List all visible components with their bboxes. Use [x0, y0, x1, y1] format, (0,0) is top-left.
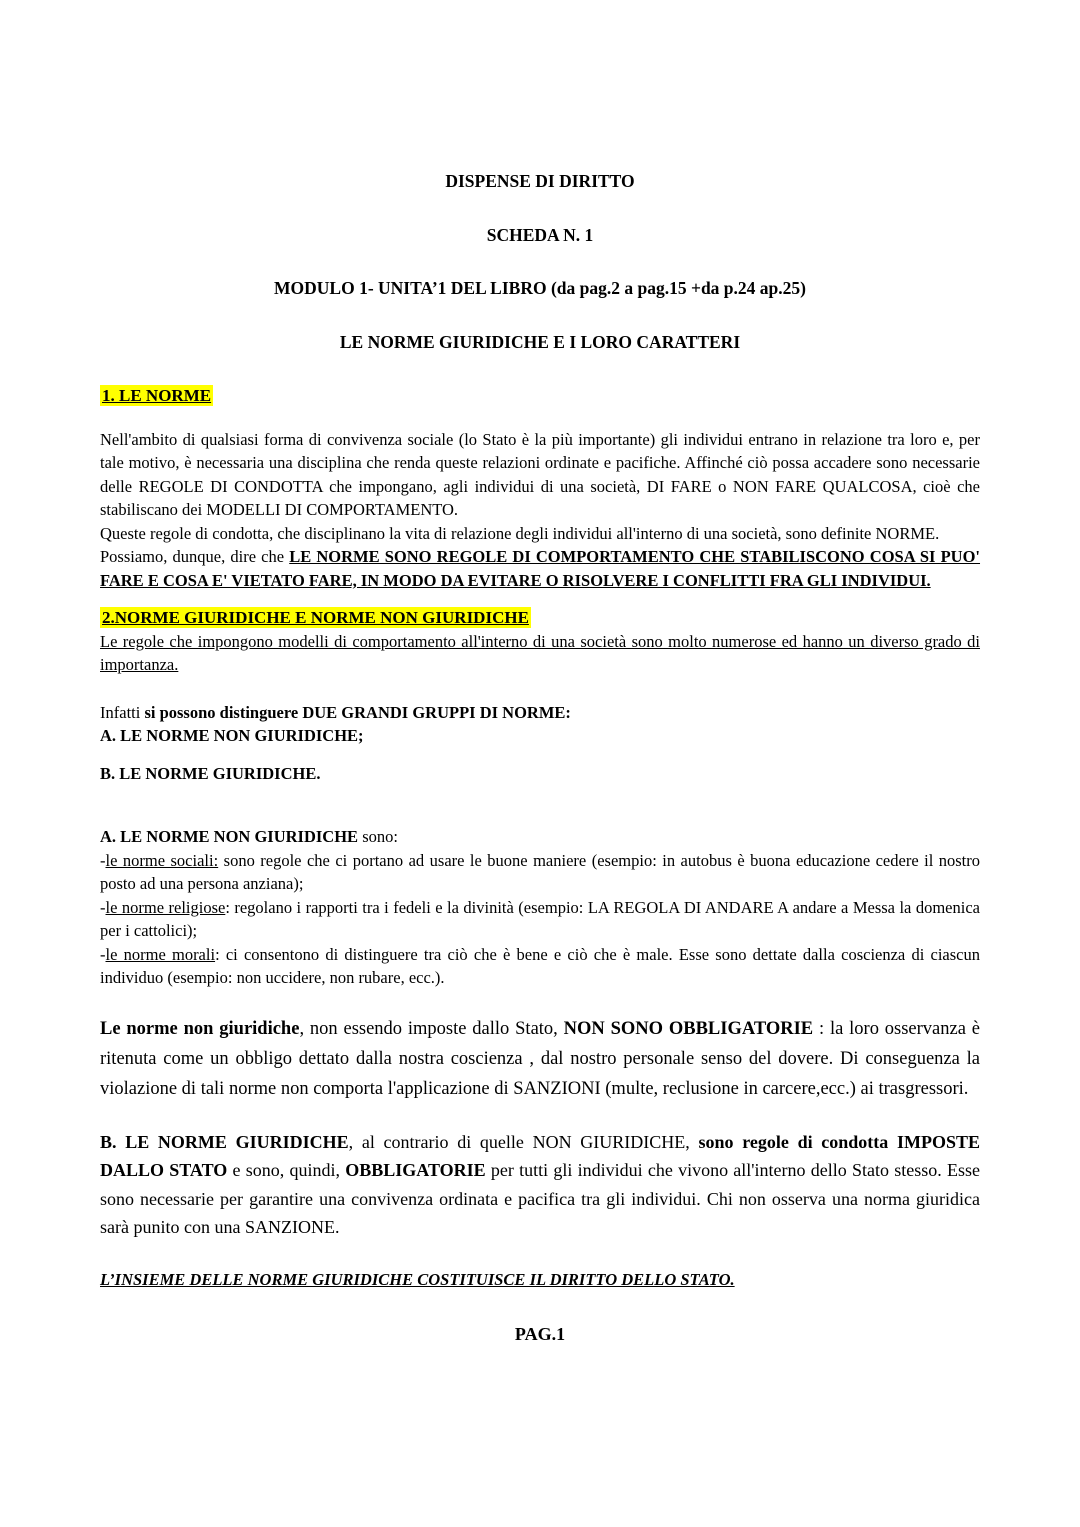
paragraph-convivenza-sociale-text: Nell'ambito di qualsiasi forma di convivenza sociale (lo Stato è la più importante) gli individui entrano in relazione tra loro e, per tale motivo, è necessaria una disciplina che renda queste relazioni ordinate e pacifiche. Affinché ciò possa accadere sono necessarie delle REGOLE DI CONDOTTA che impongano, agli individui di una società, DI FARE o NON FARE QUALCOSA, cioè che stabiliscano dei MODELLI DI COMPORTAMENTO. [100, 429, 980, 519]
norme-sociali-label: le norme sociali: [105, 850, 219, 870]
norme-religiose-label: le norme religiose [105, 897, 226, 917]
document-title: DISPENSE DI DIRITTO [445, 171, 635, 191]
norme-giuridiche-text-1: , al contrario di quelle NON GIURIDICHE, [348, 1131, 699, 1152]
paragraph-regole-numerose-text: Le regole che impongono modelli di comportamento all'interno di una società sono molto numerose ed hanno un diverso grado di importanza. [100, 631, 980, 674]
due-gruppi-intro: Infatti [100, 702, 145, 722]
document-topic-line: LE NORME GIURIDICHE E I LORO CARATTERI [339, 331, 741, 352]
norme-non-giuridiche-heading-rest: sono: [358, 827, 398, 846]
list-item-norme-religiose [100, 896, 980, 943]
definizione-norme-intro: Possiamo, dunque, dire che [100, 547, 290, 566]
norme-giuridiche-bold-2: sono regole di condotta IMPOSTE DALLO STATO [100, 1131, 980, 1180]
norme-religiose-text: : regolano i rapporti tra i fedeli e la divinità (esempio: LA REGOLA DI ANDARE A andare a Messa la domenica per i cattolici); [100, 897, 980, 940]
norme-giuridiche-text-2: e sono, quindi, [227, 1160, 346, 1180]
norme-morali-dash: - [100, 944, 106, 964]
section-1-heading-text: 1. LE NORME [102, 386, 212, 405]
document-module-line: MODULO 1- UNITA’1 DEL LIBRO (da pag.2 a pag.15 +da p.24 ap.25) [274, 278, 806, 298]
paragraph-regole-di-condotta [100, 522, 980, 546]
non-obbligatorie-bold-2: NON SONO OBBLIGATORIE [563, 1018, 814, 1039]
section-1-heading [100, 384, 980, 408]
paragraph-norme-giuridiche [100, 1128, 980, 1242]
paragraph-conclusione-diritto: L’INSIEME DELLE NORME GIURIDICHE COSTITUISCE IL DIRITTO DELLO STATO. [100, 1269, 735, 1289]
paragraph-norme-non-giuridiche-heading [100, 825, 980, 849]
paragraph-non-obbligatorie [100, 1014, 980, 1104]
norme-non-giuridiche-heading-bold: A. LE NORME NON GIURIDICHE [100, 827, 359, 846]
paragraph-regole-numerose [100, 630, 980, 677]
section-2-heading-text: 2.NORME GIURIDICHE E NORME NON GIURIDICHE [102, 608, 529, 627]
list-item-norme-morali [100, 943, 980, 990]
definizione-norme-emphasis: LE NORME SONO REGOLE DI COMPORTAMENTO CHE STABILISCONO COSA SI PUO' FARE E COSA E' VIETATO FARE, IN MODO DA EVITARE O RISOLVERE I CONFLITTI FRA GLI INDIVIDUI. [100, 547, 981, 590]
norme-morali-label: le norme morali [105, 944, 216, 964]
section-2-heading [100, 606, 980, 630]
norme-giuridiche-text-3: per tutti gli individui che vivono all'interno dello Stato stesso. Esse sono necessarie per garantire una convivenza ordinata e pacifica tra gli individui. Chi non osserva una norma giuridica sarà punito con una SANZIONE. [100, 1160, 980, 1237]
non-obbligatorie-text-2: : la loro osservanza è ritenuta come un obbligo dettato dalla nostra coscienza , dal nostro personale senso del dovere. Di conseguenza la violazione di tali norme non comporta l'applicazione di SANZIONI (multe, reclusione in carcere,ecc.) ai trasgressori. [100, 1018, 980, 1099]
paragraph-convivenza-sociale [100, 428, 980, 522]
norme-giuridiche-bold-1: B. LE NORME GIURIDICHE [100, 1131, 349, 1152]
non-obbligatorie-bold-1: Le norme non giuridiche [100, 1018, 300, 1039]
list-item-norme-sociali [100, 849, 980, 896]
norme-sociali-dash: - [100, 850, 106, 870]
non-obbligatorie-text-1: , non essendo imposte dallo Stato, [299, 1018, 564, 1039]
paragraph-due-gruppi [100, 701, 980, 725]
paragraph-regole-di-condotta-text: Queste regole di condotta, che disciplinano la vita di relazione degli individui all'interno di una società, sono definite NORME. [100, 523, 940, 543]
paragraph-definizione-norme [100, 545, 980, 592]
document-sheet-number: SCHEDA N. 1 [486, 224, 594, 245]
due-gruppi-bold: si possono distinguere DUE GRANDI GRUPPI DI NORME: [144, 702, 571, 722]
norme-sociali-text: sono regole che ci portano ad usare le buone maniere (esempio: in autobus è buona educazione cedere il nostro posto ad una persona anziana); [100, 850, 981, 893]
list-item-gruppo-b: B. LE NORME GIURIDICHE. [100, 763, 321, 783]
norme-religiose-dash: - [100, 897, 106, 917]
norme-giuridiche-bold-3: OBBLIGATORIE [345, 1160, 486, 1180]
norme-morali-text: : ci consentono di distinguere tra ciò che è bene e ciò che è male. Esse sono dettate dalla coscienza di ciascun individuo (esempio: non uccidere, non rubare, ecc.). [100, 944, 980, 987]
list-item-gruppo-a: A. LE NORME NON GIURIDICHE; [100, 726, 364, 745]
page-number: PAG.1 [514, 1324, 566, 1344]
